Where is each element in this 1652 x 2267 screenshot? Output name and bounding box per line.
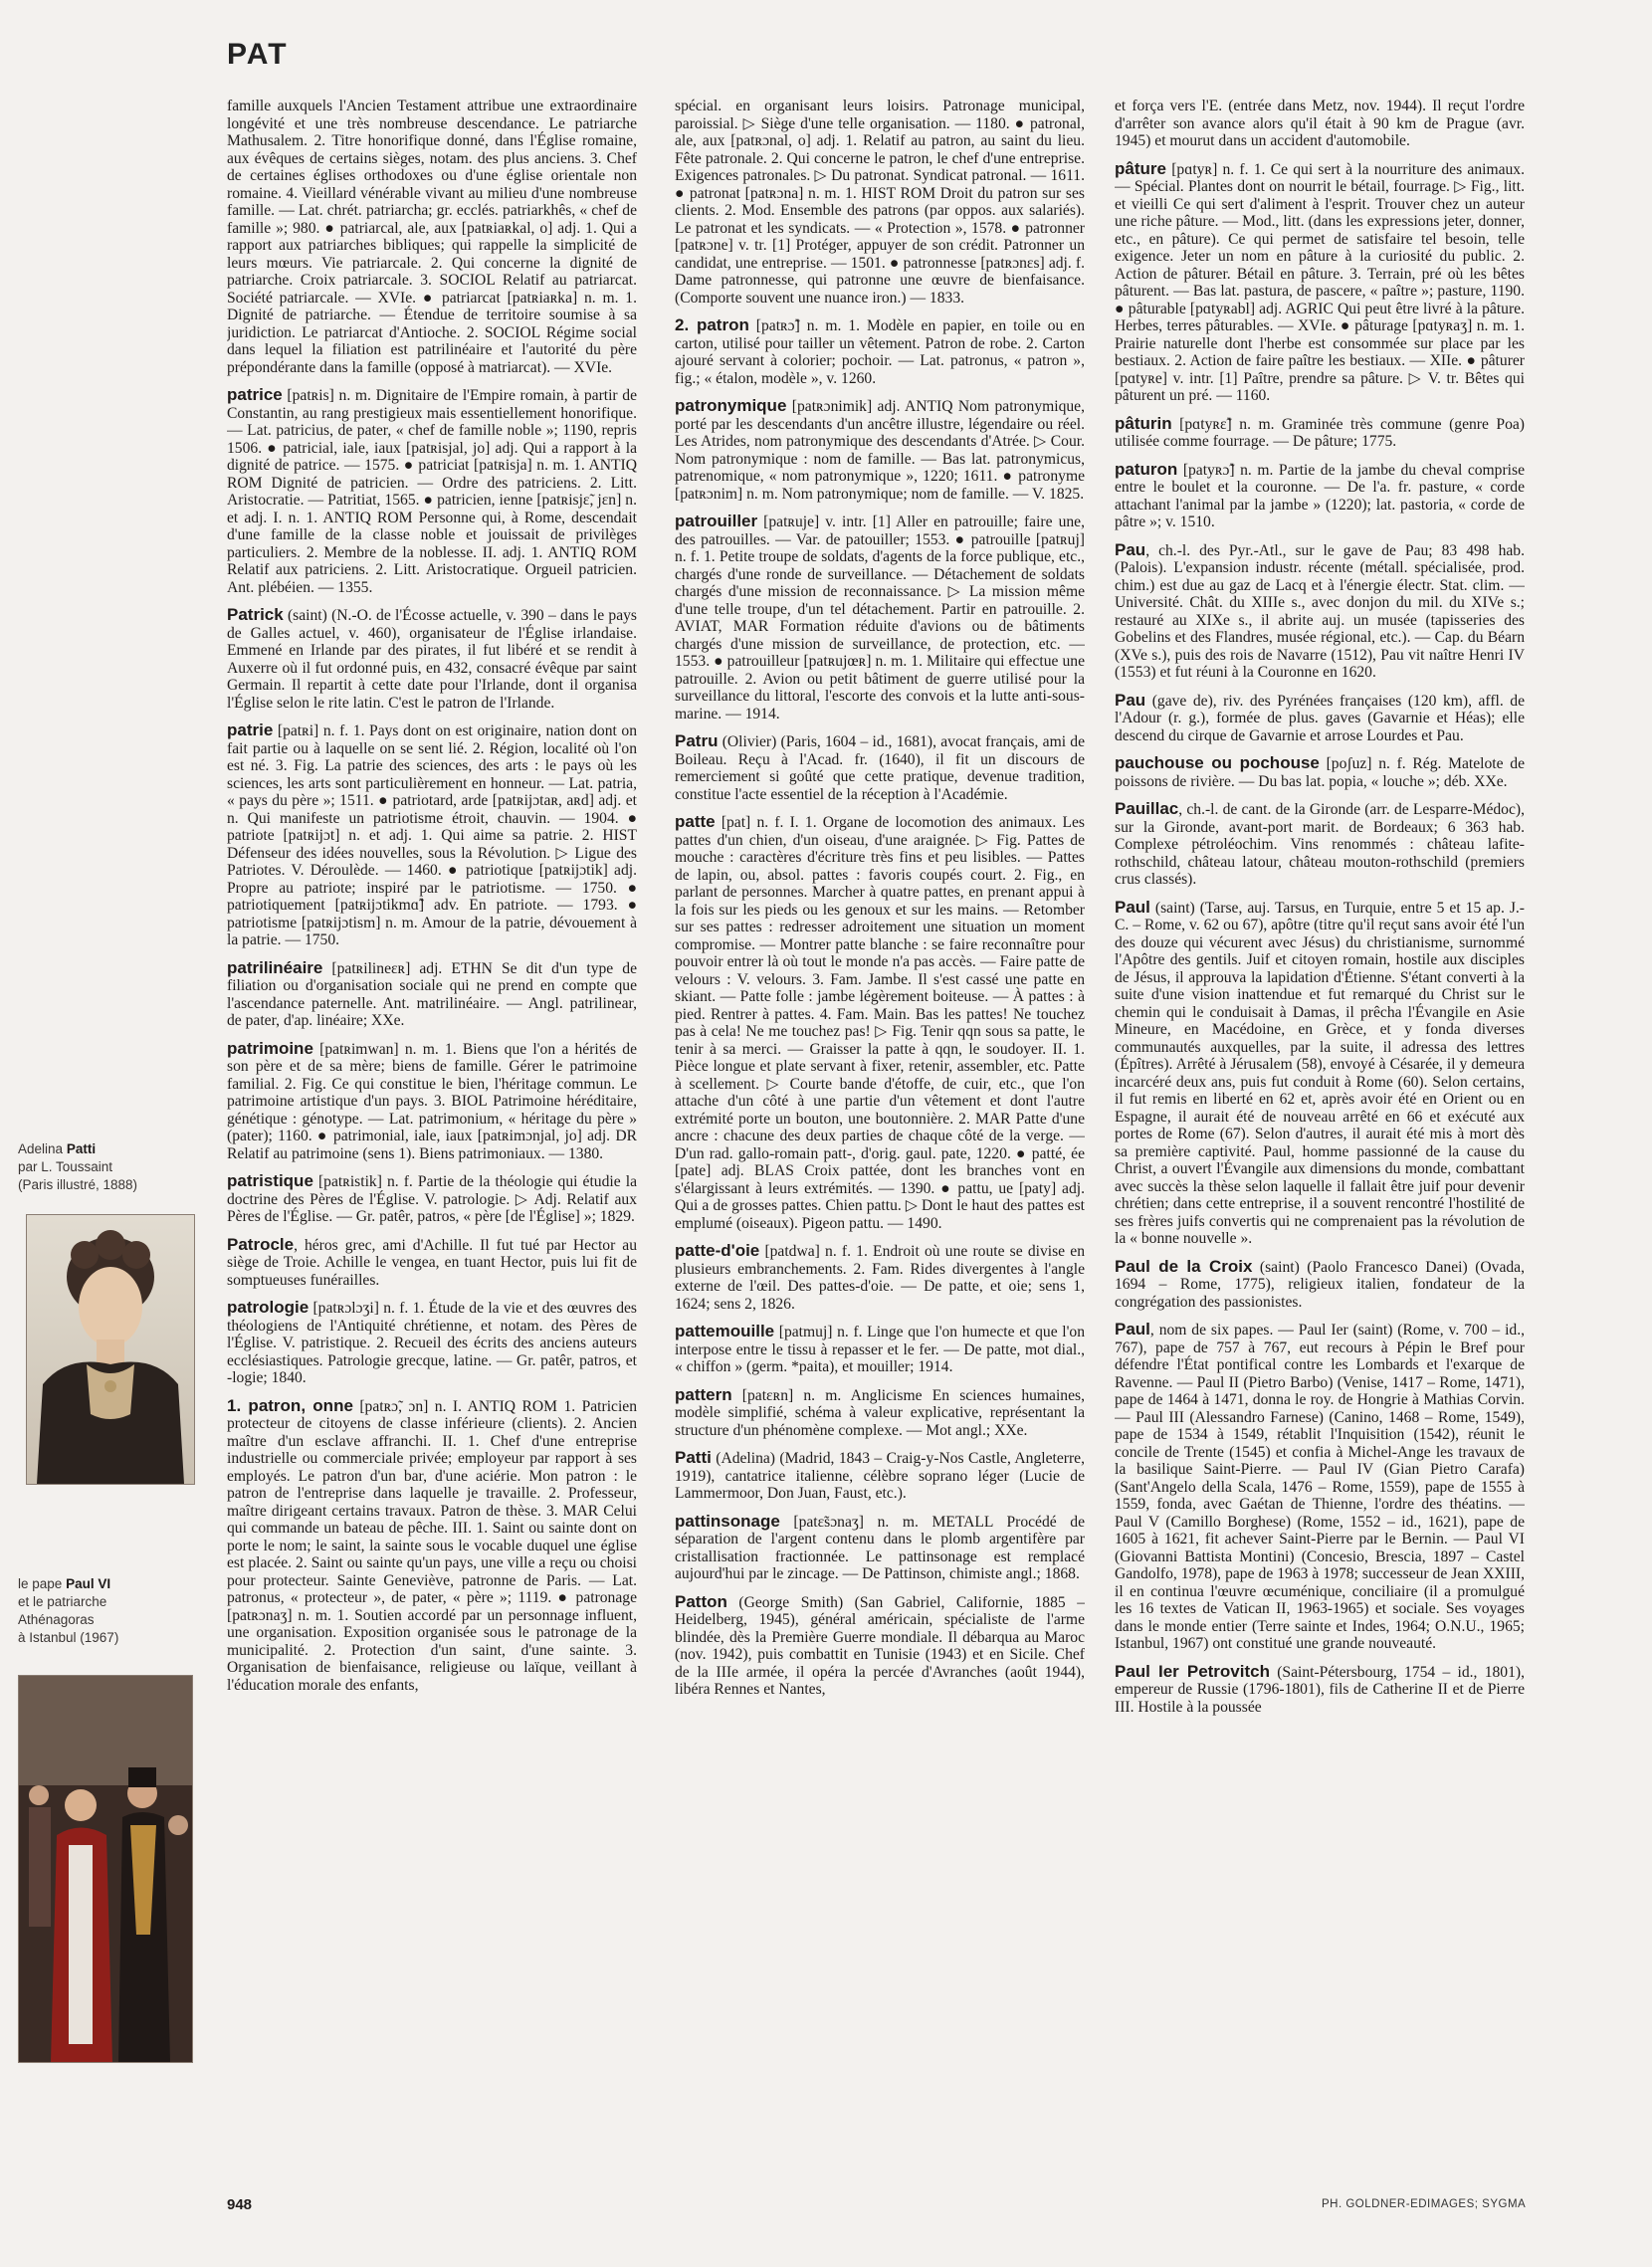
- entry-definition: , héros grec, ami d'Achille. Il fut tué par Hector au siège de Troie. Achille le vengea, en tuant Hector, puis lui fit de somptueuses funérailles.: [227, 1236, 637, 1289]
- entry-definition: (saint) (Tarse, auj. Tarsus, en Turquie, entre 5 et 15 ap. J.-C. – Rome, v. 62 ou 67), apôtre (titre qu'il reçut sans avoir été l'un des douze qui vécurent avec Jésus) du christianisme, surnommé l'Apôtre des gentils. Juif et citoyen romain, hostile aux disciples de Jésus, il approuva la lapidation d'Étienne. S'étant converti à la suite d'une vision inattendue et fut remarqué du Christ sur le chemin qui le conduisait à Damas, il prêcha l'Évangile en Asie Mineure, en Macédoine, en Grèce, et y fonda diverses communautés auxquelles, par la suite, il adressa des lettres (Épîtres). Arrêté à Jérusalem (58), envoyé à Césarée, il y demeura incarcéré deux ans, puis fut conduit à Rome (60). Selon certains, il fut remis en liberté en 62 et, après avoir été en Orient ou en Espagne, il aurait été de nouveau arrêté en 66 et exécuté aux portes de Rome (67). Selon d'autres, il aurait été mis à mort dès sa première captivité. Paul, homme passionné de la cause du Christ, a ouvert l'Évangile aux dimensions du monde, combattant avec succès la thèse selon laquelle il fallait être juif pour devenir chrétien; dans cette entreprise, il a souvent rencontré l'hostilité de ses frères juifs convertis qui ne comprenaient pas la révolution de la « bonne nouvelle ».: [1115, 899, 1525, 1247]
- entry-definition: , ch.-l. des Pyr.-Atl., sur le gave de Pau; 83 498 hab. (Palois). L'expansion industr. récente (métall. spécialisée, prod. chim.) est due au gaz de Lacq et à l'énergie électr. Stat. clim. — Université. Chât. du XIIIe s., avec donjon du mil. du XIVe s.; restauré au XIXe s., il abrite auj. un musée (tapisseries des Gobelins et des Flandres, musée régional, etc.). — Cap. du Béarn (XVe s.), puis des rois de Navarre (1512), Pau vit naître Henri IV (1553) et fut réuni à la Couronne en 1620.: [1115, 541, 1525, 681]
- entry-definition: [pat] n. f. I. 1. Organe de locomotion des animaux. Les pattes d'un chien, d'un oiseau, d'une araignée. ▷ Fig. Pattes de mouche : caractères d'écriture très fins et peu lisibles. — Pattes de lapin, ou, absol. pattes : favoris coupés court. 2. Fig., en parlant de personnes. Marcher à quatre pattes, en prenant appui à la fois sur les pieds ou les genoux et sur les mains. — Retomber sur ses pattes : redresser adroitement une situation un moment compromise. — Montrer patte blanche : se faire reconnaître pour pouvoir entrer là où tout le monde n'a pas accès. — Faire patte de velours : V. velours. 3. Fam. Jambe. Il s'est cassé une patte en skiant. — Patte folle : jambe légèrement boiteuse. — À pattes : à pied. Rentrer à pattes. 4. Fam. Main. Bas les pattes! Ne touchez pas à cela! Ne me touchez pas! ▷ Fig. Tenir qqn sous sa patte, le tenir à sa merci. — Graisser la patte à qqn, le soudoyer. II. 1. Pièce longue et plate servant à fixer, retenir, assembler, etc. Patte à scellement. ▷ Courte bande d'étoffe, de cuir, etc., que l'on attache d'un côté à une partie d'un vêtement et dont l'autre extrémité porte un bouton, une boutonnière. 2. MAR Patte d'une ancre : chacune des deux parties de chaque côté de la verge. — D'un rad. gallo-romain patt-, d'orig. gaul. pate, 1220. ● patté, ée [pate] adj. BLAS Croix pattée, dont les branches vont en s'élargissant à leurs extrémités. — 1390. ● pattu, ue [paty] adj. Qui a de grosses pattes. Chien pattu. ▷ Dont le haut des pattes est emplumé (oiseaux). Pigeon pattu. — 1490.: [675, 814, 1085, 1232]
- entry-definition: (gave de), riv. des Pyrénées françaises (120 km), affl. de l'Adour (r. g.), formée de plus. gaves (Gavarnie et Héas); elle descend du cirque de Gavarnie et arrose Lourdes et Pau.: [1115, 692, 1525, 744]
- dictionary-entry: [227, 386, 637, 596]
- dictionary-entry: [227, 1236, 637, 1290]
- column-1: [227, 98, 637, 2098]
- dictionary-entry: [675, 1323, 1085, 1376]
- dictionary-entry: [1115, 899, 1525, 1248]
- entry-definition: [patʀɔnimik] adj. ANTIQ Nom patronymique, porté par les descendants d'un ancêtre illustre, légendaire ou réel. Les Atrides, nom patronymique des descendants d'Atrée. ▷ Cour. Nom patronymique : nom de famille. — Bas lat. patronymicus, patrenomique, « nom patronymique », 1220; 1611. ● patronyme [patʀɔnim] n. m. Nom patronymique; nom de famille. — V. 1825.: [675, 398, 1085, 503]
- entry-definition: et força vers l'E. (entrée dans Metz, nov. 1944). Il reçut l'ordre d'arrêter son avance alors qu'il était à 90 km de Prague (avr. 1945) et mourut dans un accident d'automobile.: [1115, 98, 1525, 149]
- dictionary-entry: [675, 1242, 1085, 1313]
- entry-headword: Paul Ier Petrovitch: [1115, 1661, 1270, 1681]
- dictionary-entry: [1115, 1258, 1525, 1312]
- paul-vi-photo: [18, 1675, 193, 2063]
- entry-definition: [patɛʀn] n. m. Anglicisme En sciences humaines, modèle simplifié, schéma à valeur explicative, représentant la structure d'un phénomène complexe. — Mot angl.; XXe.: [675, 1386, 1085, 1439]
- entry-definition: [patʀɔ̃] n. m. 1. Modèle en papier, en toile ou en carton, utilisé pour tailler un vêtement. Patron de robe. 2. Carton ajouré servant à colorier; pochoir. — Lat. patronus, « patron », fig.; « étalon, modèle », v. 1260.: [675, 317, 1085, 387]
- entry-definition: (Adelina) (Madrid, 1843 – Craig-y-Nos Castle, Angleterre, 1919), cantatrice italienne, célèbre soprano léger (Lucie de Lammermoor, Don Juan, Faust, etc.).: [675, 1450, 1085, 1502]
- entry-headword: pattemouille: [675, 1322, 775, 1340]
- entry-headword: Paul: [1115, 1320, 1150, 1339]
- entry-definition: (Saint-Pétersbourg, 1754 – id., 1801), empereur de Russie (1796-1801), fils de Catherine II et de Pierre III. Hostile à la poussée: [1115, 1663, 1525, 1716]
- dictionary-entry: [675, 1593, 1085, 1699]
- dictionary-entry: [1115, 754, 1525, 790]
- entry-definition: [patmuj] n. f. Linge que l'on humecte et que l'on interpose entre le tissu à repasser et le fer. — De patte, mot dial., « chiffon » (germ. *paita), et mouiller; 1914.: [675, 1324, 1085, 1375]
- entry-definition: (George Smith) (San Gabriel, Californie, 1885 – Heidelberg, 1945), général américain, spécialiste de l'arme blindée, dès la Première Guerre mondiale. Il débarqua au Maroc (nov. 1942), puis combattit en Tunisie (1943) et en Sicile. Chef de la IIIe armée, il opéra la percée d'Avranches (août 1944), libéra Rennes et Nantes,: [675, 1593, 1085, 1698]
- dictionary-entry: [227, 1299, 637, 1387]
- page-header: PAT: [227, 38, 289, 71]
- entry-headword: 1. patron, onne: [227, 1395, 353, 1415]
- dictionary-entry: [1115, 800, 1525, 889]
- caption-paul-name: Paul VI: [66, 1576, 111, 1591]
- entry-headword: patte: [675, 812, 716, 831]
- dictionary-entry: [1115, 160, 1525, 405]
- caption-paul-line2: et le patriarche: [18, 1594, 107, 1609]
- entry-headword: Pau: [1115, 690, 1146, 710]
- entry-headword: patrologie: [227, 1298, 310, 1317]
- dictionary-entry: [1115, 541, 1525, 682]
- entry-headword: pattern: [675, 1384, 732, 1404]
- entry-definition: (saint) (Paolo Francesco Danei) (Ovada, 1694 – Rome, 1775), religieux italien, fondateur de la congrégation des passionistes.: [1115, 1258, 1525, 1311]
- dictionary-entry: [675, 813, 1085, 1232]
- dictionary-entry: [675, 316, 1085, 387]
- entry-headword: patrie: [227, 721, 274, 739]
- dictionary-entry: [1115, 1321, 1525, 1653]
- dictionary-entry: [675, 397, 1085, 503]
- column-3: [1115, 98, 1525, 2098]
- photo-credit: PH. GOLDNER-EDIMAGES; SYGMA: [1322, 2198, 1527, 2210]
- entry-definition: [patʀilineɛʀ] adj. ETHN Se dit d'un type de filiation ou d'organisation sociale qui ne prend en compte que l'ascendance paternelle. Ant. matrilinéaire. — Angl. patrilinear, de pater, d'ap. linéaire; XXe.: [227, 959, 637, 1029]
- entry-headword: patrice: [227, 385, 283, 404]
- entry-definition: , nom de six papes. — Paul Ier (saint) (Rome, v. 700 – id., 767), pape de 757 à 767, eut recours à Pépin le Bref pour défendre l'État pontifical contre les Lombards et l'exarque de Ravenne. — Paul II (Pietro Barbo) (Venise, 1417 – Rome, 1471), pape de 1464 à 1471, donna le roy. de Hongrie à Mathias Corvin. — Paul III (Alessandro Farnese) (Canino, 1468 – Rome, 1549), pape de 1534 à 1549, rétablit l'Inquisition (1542), réunit le concile de Trente (1545) et confia à Michel-Ange les travaux de la basilique Saint-Pierre. — Paul IV (Gian Pietro Carafa) (Sant'Angelo della Scala, 1476 – Rome, 1559), pape de 1555 à 1559, fonda, avec Gaétan de Thienne, l'ordre des théatins. — Paul V (Camillo Borghese) (Rome, 1552 – id., 1621), pape de 1605 à 1621, fit achever Saint-Pierre par le Bernin. — Paul VI (Giovanni Battista Montini) (Concesio, Brescia, 1897 – Castel Gandolfo, 1978), pape de 1963 à 1978; successeur de Jean XXIII, il en continua l'œuvre œcuménique, conciliaire (il a promulgué les 16 textes de Vatican II, 1963-1965) et sociale. Ses voyages dans le monde entier (Terre sainte et Indes, 1964; O.N.U., 1965; Istanbul, 1967) ont constitué une grande nouveauté.: [1115, 1322, 1525, 1652]
- dictionary-entry: [675, 1513, 1085, 1583]
- dictionary-entry: [227, 606, 637, 712]
- entry-definition: (saint) (N.-O. de l'Écosse actuelle, v. 390 – dans le pays de Galles actuel, v. 460), organisateur de l'Église irlandaise. Emmené en Irlande par des pirates, il fut libéré et se rendit à Auxerre où il fut ordonné puis, en 432, consacré évêque par saint Germain. Il repartit à cette date pour l'Irlande, dont il organisa l'Église selon le rite latin. C'est le patron de l'Irlande.: [227, 607, 637, 712]
- dictionary-entry: [227, 721, 637, 949]
- entry-headword: patristique: [227, 1171, 313, 1190]
- entry-definition: [patʀistik] n. f. Partie de la théologie qui étudie la doctrine des Pères de l'Église. V. patrologie. ▷ Adj. Relatif aux Pères de l'Église. — Gr. patêr, patros, « père [de l'Église] »; 1829.: [227, 1173, 637, 1225]
- entry-headword: Paul de la Croix: [1115, 1256, 1253, 1276]
- entry-headword: pâture: [1115, 158, 1166, 178]
- caption-paul-prefix: le pape: [18, 1576, 63, 1591]
- entry-definition: [patyʀɔ̃] n. m. Partie de la jambe du cheval comprise entre le boulet et la couronne. — De l'a. fr. pasture, « corde attachant l'animal par la jambe » (1220); lat. pastoria, « corde de pâtre »; v. 1510.: [1115, 461, 1525, 530]
- dictionary-entry: [1115, 461, 1525, 531]
- caption-patti-name: Patti: [66, 1141, 97, 1156]
- entry-headword: Paul: [1115, 897, 1150, 917]
- paul-vi-photo-drawing: [19, 1676, 192, 2062]
- dictionary-entry: [675, 513, 1085, 722]
- entry-definition: (Olivier) (Paris, 1604 – id., 1681), avocat français, ami de Boileau. Reçu à l'Acad. fr. (1640), il fit un discours de remerciement si goûté que cette pratique, devenue tradition, constitue l'acte essentiel de la réception à l'Académie.: [675, 733, 1085, 803]
- dictionary-entry: [227, 1397, 637, 1695]
- entry-definition: [patʀɔlɔʒi] n. f. 1. Étude de la vie et des œuvres des théologiens de l'Antiquité chrétienne, et notam. des Pères de l'Église. V. patristique. 2. Recueil des écrits des anciens auteurs ecclésiastiques. Patrologie grecque, latine. — Gr. patêr, patros, et -logie; 1840.: [227, 1300, 637, 1386]
- dictionary-entry: [675, 1386, 1085, 1440]
- caption-patti-source: (Paris illustré, 1888): [18, 1177, 138, 1192]
- entry-definition: [pɑtyʀɛ̃] n. m. Graminée très commune (genre Poa) utilisée comme fourrage. — De pâture; 1775.: [1115, 415, 1525, 450]
- caption-paul: [18, 1575, 195, 1647]
- entry-headword: Patrocle: [227, 1234, 295, 1254]
- entry-definition: [patʀimwan] n. m. 1. Biens que l'on a hérités de son père et de sa mère; biens de famille. Gérer le patrimoine familial. 2. Fig. Ce qui constitue le bien, l'héritage commun. Le patrimoine artistique d'un pays. 3. BIOL Patrimoine héréditaire, génétique : génotype. — Lat. patrimonium, « héritage du père » (pater); 1160. ● patrimonial, iale, iaux [patʀimɔnjal, jo] adj. DR Relatif au patrimoine (sens 1). Biens patrimoniaux. — 1380.: [227, 1040, 637, 1162]
- dictionary-entry: [675, 732, 1085, 803]
- dictionary-entry: [1115, 415, 1525, 451]
- dictionary-entry: [675, 98, 1085, 307]
- entry-definition: [patʀi] n. f. 1. Pays dont on est originaire, nation dont on fait partie ou à laquelle on se sent lié. 2. Région, localité où l'on est né. 3. Fig. La patrie des sciences, des arts : le pays où les sciences, les arts sont particulièrement en honneur. — Lat. patria, « pays du père »; 1511. ● patriotard, arde [patʀijɔtaʀ, aʀd] adj. et n. Qui manifeste un patriotisme étroit, chauvin. — 1904. ● patriote [patʀijɔt] n. et adj. 1. Qui aime sa patrie. 2. HIST Défenseur des idées nouvelles, sous la Révolution. ▷ Ligue des Patriotes. V. Déroulède. — 1460. ● patriotique [patʀijɔtik] adj. Propre au patriote; inspiré par le patriotisme. — 1750. ● patriotiquement [patʀijɔtikmɑ̃] adv. En patriote. — 1793. ● patriotisme [patʀijɔtism] n. m. Amour de la patrie, dévouement à la patrie. — 1750.: [227, 722, 637, 948]
- entry-headword: Pau: [1115, 539, 1146, 559]
- entry-headword: pauchouse ou pochouse: [1115, 753, 1320, 772]
- entry-headword: paturon: [1115, 459, 1178, 479]
- entry-headword: patronymique: [675, 396, 787, 415]
- entry-definition: [pɑtyʀ] n. f. 1. Ce qui sert à la nourriture des animaux. — Spécial. Plantes dont on nourrit le bétail, fourrage. ▷ Fig., litt. et vieilli Ce qui sert d'aliment à l'esprit. Trouver chez un auteur une riche pâture. — Mod., litt. (dans les expressions jeter, donner, etc., en pâture). Ce qui permet de satisfaire tel besoin, telle exigence. Jeter un nom en pâture à la curiosité du public. 2. Action de pâturer. Bétail en pâture. 3. Terrain, pré où les bêtes pâturent. — Bas lat. pastura, de pascere, « paître »; pasture, 1190. ● pâturable [pɑtyʀabl] adj. AGRIC Qui peut être livré à la pâture. Herbes, terres pâturables. — XVIe. ● pâturage [pɑtyʀaʒ] n. m. 1. Prairie naturelle dont l'herbe est consommée sur place par les bestiaux. 2. Action de faire paître les bestiaux. — XIIe. ● pâturer [pɑtyʀe] v. intr. [1] Paître, prendre sa pâture. ▷ V. tr. Bêtes qui pâturent un pré. — 1160.: [1115, 160, 1525, 404]
- dictionary-entry: [675, 1449, 1085, 1503]
- caption-patti: [18, 1140, 195, 1194]
- caption-patti-first: Adelina: [18, 1141, 64, 1156]
- dictionary-entry: [227, 959, 637, 1030]
- dictionary-entry: [1115, 692, 1525, 745]
- column-2: [675, 98, 1085, 2098]
- entry-headword: 2. patron: [675, 315, 749, 334]
- caption-paul-line3: Athénagoras: [18, 1612, 95, 1627]
- entry-headword: pattinsonage: [675, 1511, 780, 1531]
- entry-headword: Patton: [675, 1591, 727, 1611]
- dictionary-entry: [1115, 1663, 1525, 1717]
- dictionary-entry: [227, 1040, 637, 1163]
- patti-portrait: [26, 1214, 195, 1485]
- entry-definition: spécial. en organisant leurs loisirs. Patronage municipal, paroissial. ▷ Siège d'une telle organisation. — 1180. ● patronal, ale, aux [patʀɔnal, o] adj. 1. Relatif au patron, au saint du lieu. Fête patronale. 2. Qui concerne le patron, le chef d'une entreprise. Exigences patronales. ▷ Du patronat. Syndicat patronal. — 1611. ● patronat [patʀɔna] n. m. 1. HIST ROM Droit du patron sur ses clients. 2. Mod. Ensemble des patrons (par oppos. aux salariés). Le patronat et les syndicats. — « Protection », 1578. ● patronner [patʀɔne] v. tr. [1] Protéger, appuyer de son crédit. Patronner un candidat, une entreprise. — 1501. ● patronnesse [patʀɔnɛs] adj. f. Dame patronnesse, qui patronne une œuvre de bienfaisance. (Comporte souvent une nuance iron.) — 1833.: [675, 98, 1085, 307]
- entry-definition: [patʀuje] v. intr. [1] Aller en patrouille; faire une, des patrouilles. — Var. de patouiller; 1553. ● patrouille [patʀuj] n. f. 1. Petite troupe de soldats, d'agents de la force publique, etc., chargés d'une ronde de surveillance. — Détachement de soldats chargés d'une mission de reconnaissance. ▷ La mission même d'une telle troupe, d'un tel détachement. Partir en patrouille. 2. AVIAT, MAR Formation réduite d'avions ou de bâtiments chargés d'une mission de surveillance, de protection, etc. — 1553. ● patrouilleur [patʀujœʀ] n. m. 1. Militaire qui effectue une patrouille. 2. Avion ou petit bâtiment de guerre utilisé pour la surveillance du littoral, l'escorte des convois et la lutte anti-sous-marine. — 1914.: [675, 514, 1085, 722]
- patti-portrait-drawing: [27, 1215, 194, 1484]
- entry-definition: [patdwa] n. f. 1. Endroit où une route se divise en plusieurs embranchements. 2. Fam. Rides divergentes à l'angle externe de l'œil. Des pattes-d'oie. — De patte, et oie; sens 1, 1624; sens 2, 1826.: [675, 1243, 1085, 1313]
- entry-definition: [patʀis] n. m. Dignitaire de l'Empire romain, à partir de Constantin, au rang prestigieux mais essentiellement honorifique. — Lat. patricius, de pater, « chef de famille noble »; 1190, repris 1506. ● patricial, iale, iaux [patʀisjal, jo] adj. Qui a rapport à la dignité de patrice. — 1575. ● patriciat [patʀisja] n. m. 1. ANTIQ ROM Dignité de patricien. — Ordre des patriciens. 2. Litt. Aristocratie. — Patritiat, 1565. ● patricien, ienne [patʀisjɛ̃, jɛn] n. et adj. I. n. 1. ANTIQ ROM Personne qui, à Rome, descendait d'une famille de la classe noble et jouissait de privilèges particuliers. 2. Membre de la noblesse. II. adj. 1. ANTIQ ROM Relatif aux patriciens. 2. Litt. Aristocratique. Orgueil patricien. Ant. plébéien. — 1355.: [227, 387, 637, 596]
- caption-paul-line4: à Istanbul (1967): [18, 1630, 119, 1645]
- entry-headword: Patru: [675, 731, 719, 750]
- dictionary-entry: [227, 1172, 637, 1226]
- dictionary-entry: [227, 98, 637, 376]
- entry-headword: patrilinéaire: [227, 957, 323, 977]
- entry-headword: Pauillac: [1115, 799, 1179, 818]
- entry-definition: [poʃuz] n. f. Rég. Matelote de poissons de rivière. — Du bas lat. popia, « louche »; déb. XXe.: [1115, 755, 1525, 790]
- page-number: 948: [227, 2196, 253, 2213]
- entry-definition: famille auxquels l'Ancien Testament attribue une extraordinaire longévité et une très nombreuse descendance. Le patriarche Mathusalem. 2. Titre honorifique donné, dans l'Église romaine, aux évêques de certains sièges, notam. des plus anciens. 3. Chef de certaines églises orthodoxes ou d'une église orientale non romaine. 4. Vieillard vénérable vivant au milieu d'une nombreuse famille. — Lat. chrét. patriarcha; gr. ecclés. patriarkhês, « chef de famille »; 980. ● patriarcal, ale, aux [patʀiaʀkal, o] adj. 1. Qui a rapport aux patriarches bibliques; qui rappelle la simplicité de leurs mœurs. Vie patriarcale. 2. Qui concerne la dignité de patriarche. Croix patriarcale. 3. SOCIOL Relatif au patriarcat. Société patriarcale. — XVIe. ● patriarcat [patʀiaʀka] n. m. 1. Dignité de patriarche. — Étendue de territoire soumise à sa juridiction. Le patriarcat d'Antioche. 2. SOCIOL Régime social dans lequel la filiation est patrilinéaire et l'autorité du père prépondérante dans la famille (opposé à matriarcat). — XVIe.: [227, 98, 637, 376]
- entry-definition: [patɛ̃sɔnaʒ] n. m. METALL Procédé de séparation de l'argent contenu dans le plomb argentifère par cristallisation fractionnée. Le pattinsonage est remplacé aujourd'hui par le zincage. — De Pattinson, chimiste angl.; 1868.: [675, 1513, 1085, 1582]
- entry-headword: patrouiller: [675, 512, 758, 530]
- entry-headword: patte-d'oie: [675, 1241, 760, 1260]
- entry-headword: pâturin: [1115, 413, 1172, 433]
- entry-headword: patrimoine: [227, 1038, 313, 1058]
- entry-headword: Patti: [675, 1448, 712, 1467]
- entry-headword: Patrick: [227, 605, 284, 624]
- entry-definition: , ch.-l. de cant. de la Gironde (arr. de Lesparre-Médoc), sur la Gironde, avant-port marit. de Bordeaux; 6 363 hab. Complexe pétroléochim. Vins renommés : château lafite-rothschild, château latour, château mouton-rothschild (premiers crus classés).: [1115, 801, 1525, 888]
- entry-definition: [patʀɔ̃, ɔn] n. I. ANTIQ ROM 1. Patricien protecteur de citoyens de classe inférieure (clients). 2. Ancien maître d'un esclave affranchi. II. 1. Chef d'une entreprise industrielle ou commerciale privée; employeur par rapport à ses employés. Le patron d'un bar, d'une aciérie. Mon patron : le patron de l'entreprise dans laquelle je travaille. 2. Professeur, maître dirigeant certains travaux. Patron de thèse. 3. MAR Celui qui commande un bateau de pêche. III. 1. Saint ou sainte dont on porte le nom; le saint, la sainte sous le vocable duquel une église est placée. 2. Saint ou sainte qu'un pays, une ville a reçu ou choisi pour protecteur. Sainte Geneviève, patronne de Paris. — Lat. patronus, « protecteur », de pater, « père »; 1119. ● patronage [patʀɔnaʒ] n. m. 1. Soutien accordé par un personnage influent, une organisation. Exposition organisée sous le patronage de la municipalité. 2. Protection d'un saint, d'une sainte. 3. Organisation de bienfaisance, religieuse ou laïque, veillant à l'éducation morale des enfants,: [227, 1397, 637, 1694]
- dictionary-entry: [1115, 98, 1525, 150]
- caption-patti-author: par L. Toussaint: [18, 1159, 113, 1174]
